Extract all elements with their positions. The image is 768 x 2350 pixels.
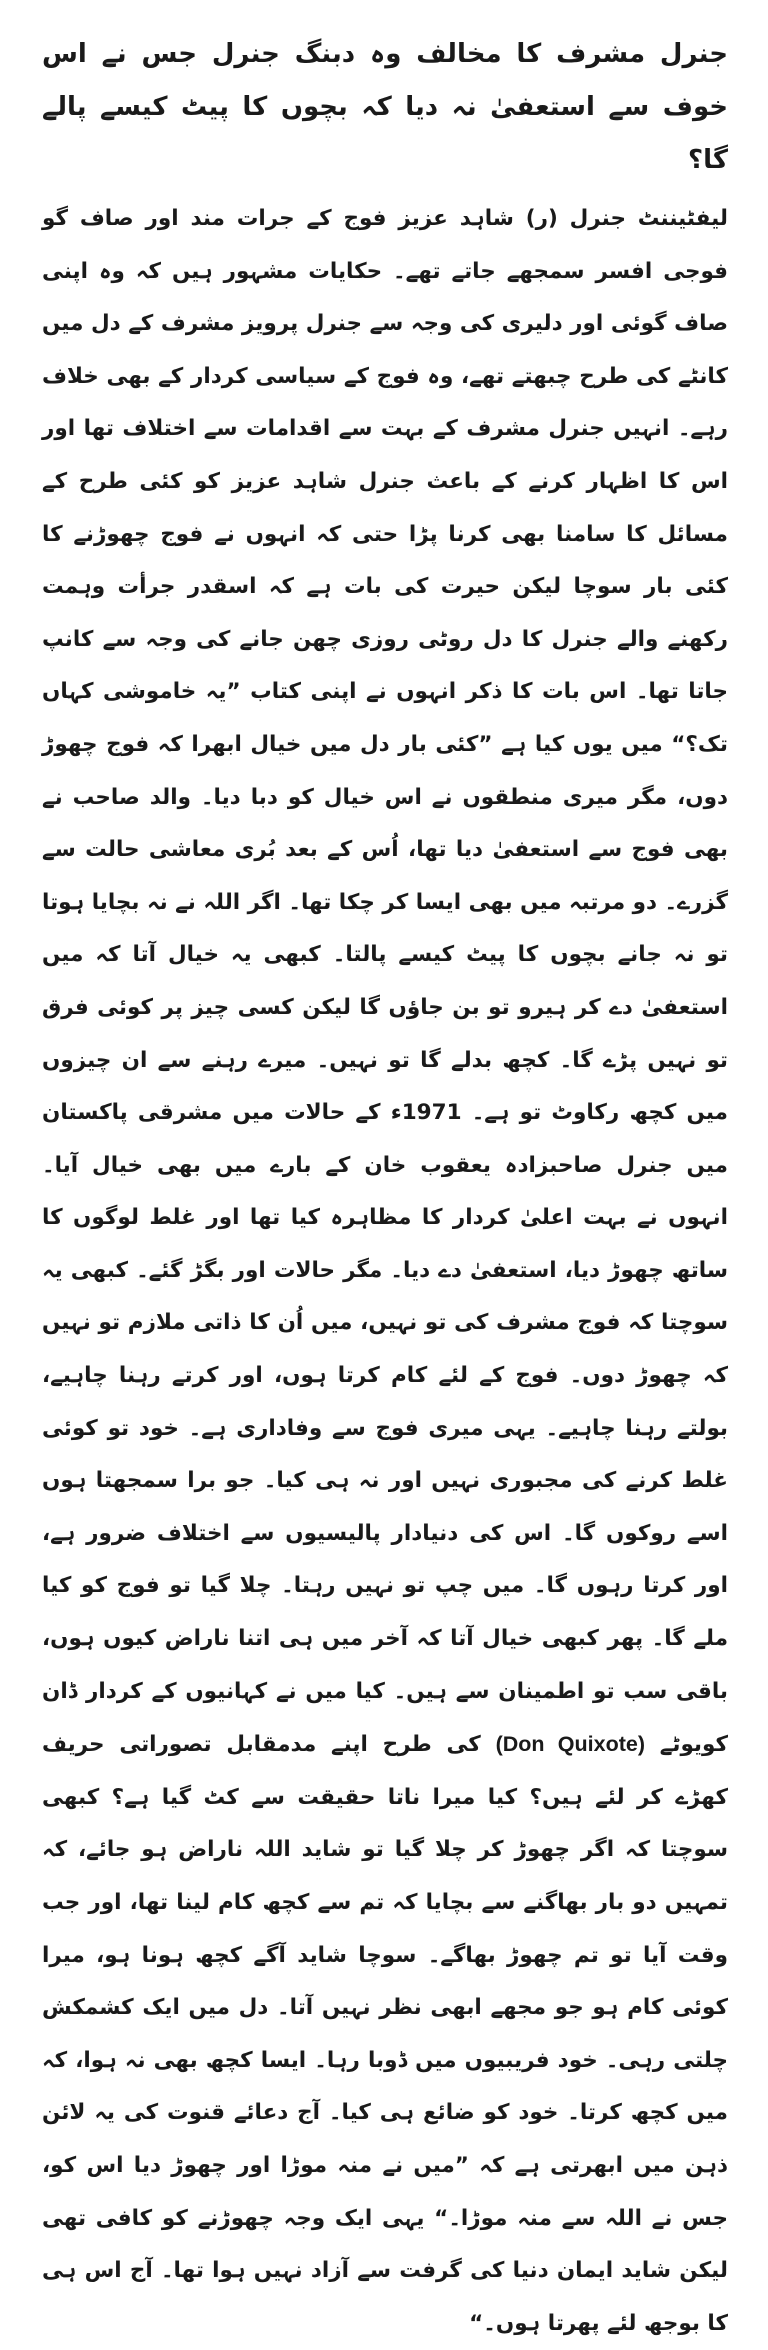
article-body <box>42 193 728 2350</box>
article-title: جنرل مشرف کا مخالف وہ دبنگ جنرل جس نے اس خوف سے استعفیٰ نہ دیا کہ بچوں کا پیٹ کیسے پالے گا؟ <box>42 39 728 175</box>
body-text-part-2: کی طرح اپنے مدمقابل تصوراتی حریف کھڑے کر لئے ہیں؟ کیا میرا ناتا حقیقت سے کٹ گیا ہے؟ کبھی سوچتا کہ اگر چھوڑ کر چلا گیا تو شاید اللہ ناراض ہو جائے، کہ تمہیں دو بار بھاگنے سے بچایا کہ تم سے کچھ کام لینا تھا، اور جب وقت آیا تو تم چھوڑ بھاگے۔ سوچا شاید آگے کچھ ہونا ہو، میرا کوئی کام ہو جو مجھے ابھی نظر نہیں آتا۔ دل میں ایک کشمکش چلتی رہی۔ خود فریبیوں میں ڈوبا رہا۔ ایسا کچھ بھی نہ ہوا، کہ میں کچھ کرتا۔ خود کو ضائع ہی کیا۔ آج دعائے قنوت کی یہ لائن ذہن میں ابھرتی ہے کہ ”میں نے منہ موڑا اور چھوڑ دیا اس کو، جس نے اللہ سے منہ موڑا۔“ یہی ایک وجہ چھوڑنے کو کافی تھی لیکن شاید ایمان دنیا کی گرفت سے آزاد نہیں ہوا تھا۔ آج اس ہی کا بوجھ لئے پھرتا ہوں۔“ <box>42 1732 728 2336</box>
body-text-part-1: لیفٹیننٹ جنرل (ر) شاہد عزیز فوج کے جرات مند اور صاف گو فوجی افسر سمجھے جاتے تھے۔ حکایات مشہور ہیں کہ وہ اپنی صاف گوئی اور دلیری کی وجہ سے جنرل پرویز مشرف کے دل میں کانٹے کی طرح چبھتے تھے، وہ فوج کے سیاسی کردار کے بھی خلاف رہے۔ انہیں جنرل مشرف کے بہت سے اقدامات سے اختلاف تھا اور اس کا اظہار کرنے کے باعث جنرل شاہد عزیز کو کئی طرح کے مسائل کا سامنا بھی کرنا پڑا حتی کہ انہوں نے فوج چھوڑنے کا کئی بار سوچا لیکن حیرت کی بات ہے کہ اسقدر جرأت وہمت رکھنے والے جنرل کا دل روٹی روزی چھن جانے کی وجہ سے کانپ جاتا تھا۔ اس بات کا ذکر انہوں نے اپنی کتاب ”یہ خاموشی کہاں تک؟“ میں یوں کیا ہے ”کئی بار دل میں خیال ابھرا کہ فوج چھوڑ دوں، مگر میری منطقوں نے اس خیال کو دبا دیا۔ والد صاحب نے بھی فوج سے استعفیٰ دیا تھا، اُس کے بعد بُری معاشی حالت سے گزرے۔ دو مرتبہ میں بھی ایسا کر چکا تھا۔ اگر اللہ نے نہ بچایا ہوتا تو نہ جانے بچوں کا پیٹ کیسے پالتا۔ کبھی یہ خیال آتا کہ میں استعفیٰ دے کر ہیرو تو بن جاؤں گا لیکن کسی چیز پر کوئی فرق تو نہیں پڑے گا۔ کچھ بدلے گا تو نہیں۔ میرے رہنے سے ان چیزوں میں کچھ رکاوٹ تو ہے۔ 1971ء کے حالات میں مشرقی پاکستان میں جنرل صاحبزادہ یعقوب خان کے بارے میں بھی خیال آیا۔ انہوں نے بہت اعلیٰ کردار کا مظاہرہ کیا تھا اور غلط لوگوں کا ساتھ چھوڑ دیا، استعفیٰ دے دیا۔ مگر حالات اور بگڑ گئے۔ کبھی یہ سوچتا کہ فوج مشرف کی تو نہیں، میں اُن کا ذاتی ملازم تو نہیں کہ چھوڑ دوں۔ فوج کے لئے کام کرتا ہوں، اور کرتے رہنا چاہیے، بولتے رہنا چاہیے۔ یہی میری فوج سے وفاداری ہے۔ خود تو کوئی غلط کرنے کی مجبوری نہیں اور نہ ہی کیا۔ جو برا سمجھتا ہوں اسے روکوں گا۔ اس کی دنیادار پالیسیوں سے اختلاف ضرور ہے، اور کرتا رہوں گا۔ میں چپ تو نہیں رہتا۔ چلا گیا تو فوج کو کیا ملے گا۔ پھر کبھی خیال آتا کہ آخر میں ہی اتنا ناراض کیوں ہوں، باقی سب تو اطمینان سے ہیں۔ کیا میں نے کہانیوں کے کردار ڈان کویوٹے <box>42 206 728 1758</box>
article <box>42 0 728 2350</box>
body-latin-term: (Don Quixote) <box>495 1732 645 1757</box>
